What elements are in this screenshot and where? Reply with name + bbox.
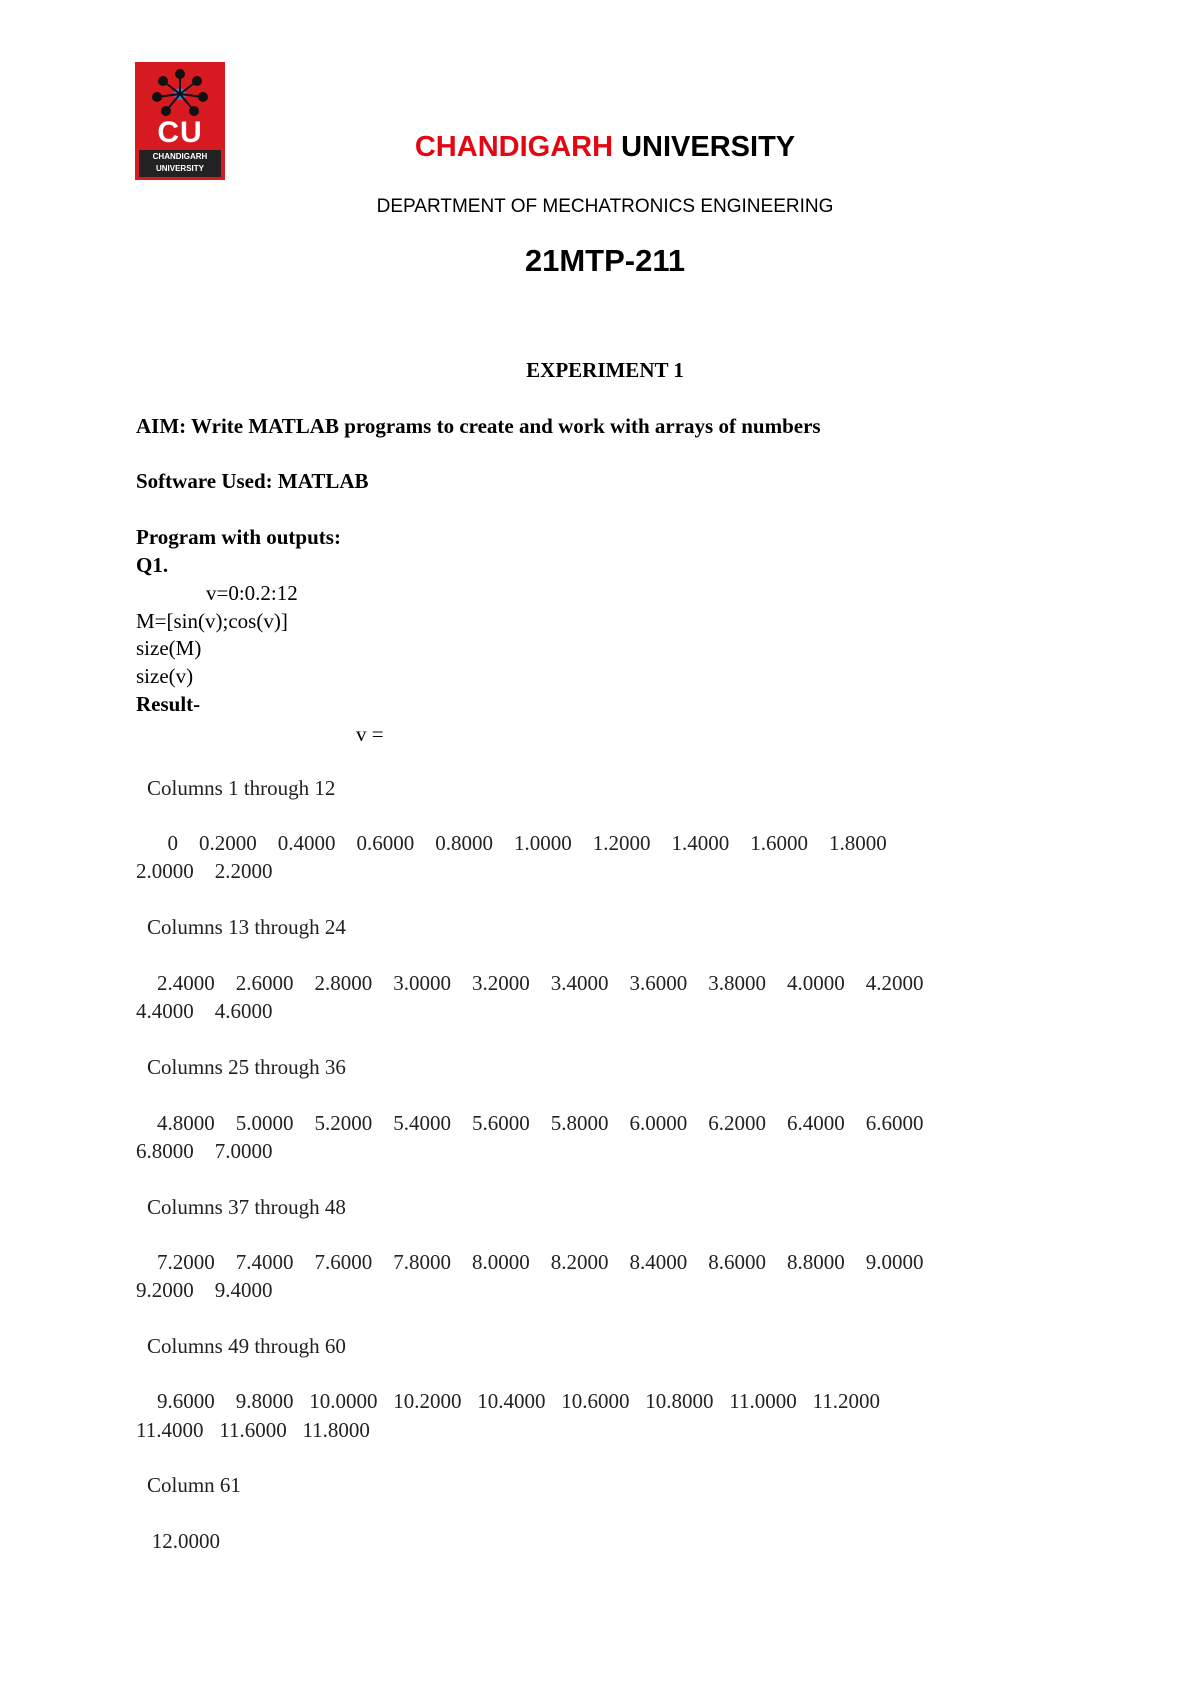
values-row: 4.8000 5.0000 5.2000 5.4000 5.6000 5.8000 6.0000 6.2000 6.4000 6.6000 [136,1111,924,1135]
values-row: 2.0000 2.2000 [136,859,273,883]
values-row: 11.4000 11.6000 11.8000 [136,1418,370,1442]
columns-heading: Columns 13 through 24 [147,915,346,939]
values-row: 0 0.2000 0.4000 0.6000 0.8000 1.0000 1.2000 1.4000 1.6000 1.8000 [136,831,887,855]
columns-heading: Column 61 [147,1473,241,1497]
values-row: 4.4000 4.6000 [136,999,273,1023]
code-line: M=[sin(v);cos(v)] [136,609,288,633]
aim-text: AIM: Write MATLAB programs to create and work with arrays of numbers [136,414,821,438]
values-row: 9.2000 9.4000 [136,1278,273,1302]
values-row: 6.8000 7.0000 [136,1139,273,1163]
course-code: 21MTP-211 [524,243,686,278]
logo-emblem-icon [135,62,225,122]
question-label: Q1. [136,553,169,577]
values-row: 9.6000 9.8000 10.0000 10.2000 10.4000 10.6000 10.8000 11.0000 11.2000 [136,1389,880,1413]
values-row: 7.2000 7.4000 7.6000 7.8000 8.0000 8.2000 8.4000 8.6000 8.8000 9.0000 [136,1250,924,1274]
program-heading: Program with outputs: [136,525,341,549]
code-line: size(v) [136,664,194,688]
department-name: DEPARTMENT OF MECHATRONICS ENGINEERING [376,196,834,217]
logo-subtext: CHANDIGARH UNIVERSITY [139,150,221,177]
columns-heading: Columns 25 through 36 [147,1055,346,1079]
software-text: Software Used: MATLAB [136,469,369,493]
variable-label: v = [356,722,384,746]
university-name-first: CHANDIGARH [414,131,614,163]
code-line: size(M) [136,636,202,660]
columns-heading: Columns 1 through 12 [147,776,336,800]
code-line: v=0:0.2:12 [206,581,298,605]
university-name-second: UNIVERSITY [621,131,796,163]
university-title [0,131,1200,164]
result-label: Result- [136,692,201,716]
columns-heading: Columns 49 through 60 [147,1334,346,1358]
values-row: 12.0000 [136,1529,220,1553]
columns-heading: Columns 37 through 48 [147,1195,346,1219]
experiment-title: EXPERIMENT 1 [526,358,684,382]
logo-text: CU [157,116,203,149]
values-row: 2.4000 2.6000 2.8000 3.0000 3.2000 3.4000 3.6000 3.8000 4.0000 4.2000 [136,971,924,995]
